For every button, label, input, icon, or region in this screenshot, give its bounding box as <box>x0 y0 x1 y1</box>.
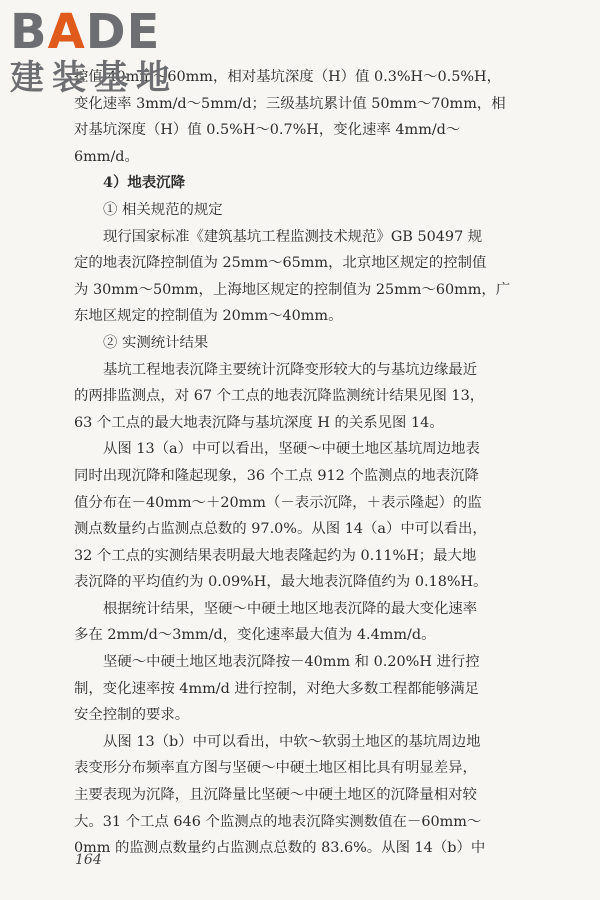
logo-chinese-name: 建装基地 <box>10 58 178 98</box>
text-line: 变化速率 3mm/d～5mm/d；三级基坑累计值 50mm～70mm，相 <box>74 95 506 112</box>
text-line: 东地区规定的控制值为 20mm～40mm。 <box>74 308 343 325</box>
subsection-heading: ② 实测统计结果 <box>103 334 209 351</box>
text-line: 表变形分布频率直方图与坚硬～中硬土地区相比具有明显差异， <box>74 760 477 777</box>
text-line: 大。31 个工点 646 个监测点的地表沉降实测数值在－60mm～ <box>74 813 482 830</box>
page-number: 164 <box>75 852 102 868</box>
text-line: 值分布在－40mm～＋20mm（－表示沉降，＋表示隆起）的监 <box>74 494 482 511</box>
text-line: 基坑工程地表沉降主要统计沉降变形较大的与基坑边缘最近 <box>103 361 478 378</box>
text-line: 安全控制的要求。 <box>74 707 190 724</box>
subsection-heading: ① 相关规范的规定 <box>103 201 223 218</box>
text-line: 制，变化速率按 4mm/d 进行控制，对绝大多数工程都能够满足 <box>74 680 480 697</box>
page-body <box>74 64 536 862</box>
text-line: 根据统计结果，坚硬～中硬土地区地表沉降的最大变化速率 <box>103 600 478 617</box>
section-heading: 4）地表沉降 <box>103 174 185 192</box>
text-line: 为 30mm～50mm，上海地区规定的控制值为 25mm～60mm，广 <box>74 281 511 298</box>
text-line: 的两排监测点，对 67 个工点的地表沉降监测统计结果见图 13， <box>74 388 485 405</box>
text-line: 从图 13（a）中可以看出，坚硬～中硬土地区基坑周边地表 <box>103 441 480 458</box>
text-line: 32 个工点的实测结果表明最大地表隆起约为 0.11%H；最大地 <box>74 547 477 564</box>
text-line: 多在 2mm/d～3mm/d，变化速率最大值为 4.4mm/d。 <box>74 627 436 644</box>
text-line: 同时出现沉降和隆起现象，36 个工点 912 个监测点的地表沉降 <box>74 467 479 484</box>
text-line: 63 个工点的最大地表沉降与基坑深度 H 的关系见图 14。 <box>74 414 444 431</box>
text-line: 0mm 的监测点数量约占监测点总数的 83.6%。从图 14（b）中 <box>74 840 486 857</box>
text-line: 测点数量约占监测点总数的 97.0%。从图 14（a）中可以看出， <box>74 521 487 538</box>
text-line: 对基坑深度（H）值 0.5%H～0.7%H，变化速率 4mm/d～ <box>74 122 461 139</box>
brand-logo <box>10 6 178 102</box>
text-line: 控值 40mm～60mm，相对基坑深度（H）值 0.3%H～0.5%H， <box>74 69 501 85</box>
text-line: 定的地表沉降控制值为 25mm～65mm，北京地区规定的控制值 <box>74 255 487 272</box>
logo-wordmark: BADE <box>10 4 161 60</box>
text-line: 主要表现为沉降，且沉降量比坚硬～中硬土地区的沉降量相对较 <box>74 787 477 804</box>
text-line: 6mm/d。 <box>74 148 139 165</box>
text-line: 表沉降的平均值约为 0.09%H，最大地表沉降值约为 0.18%H。 <box>74 574 488 591</box>
text-line: 现行国家标准《建筑基坑工程监测技术规范》GB 50497 规 <box>103 228 483 245</box>
text-line: 从图 13（b）中可以看出，中软～软弱土地区的基坑周边地 <box>103 733 481 750</box>
text-line: 坚硬～中硬土地区地表沉降按－40mm 和 0.20%H 进行控 <box>103 654 480 671</box>
